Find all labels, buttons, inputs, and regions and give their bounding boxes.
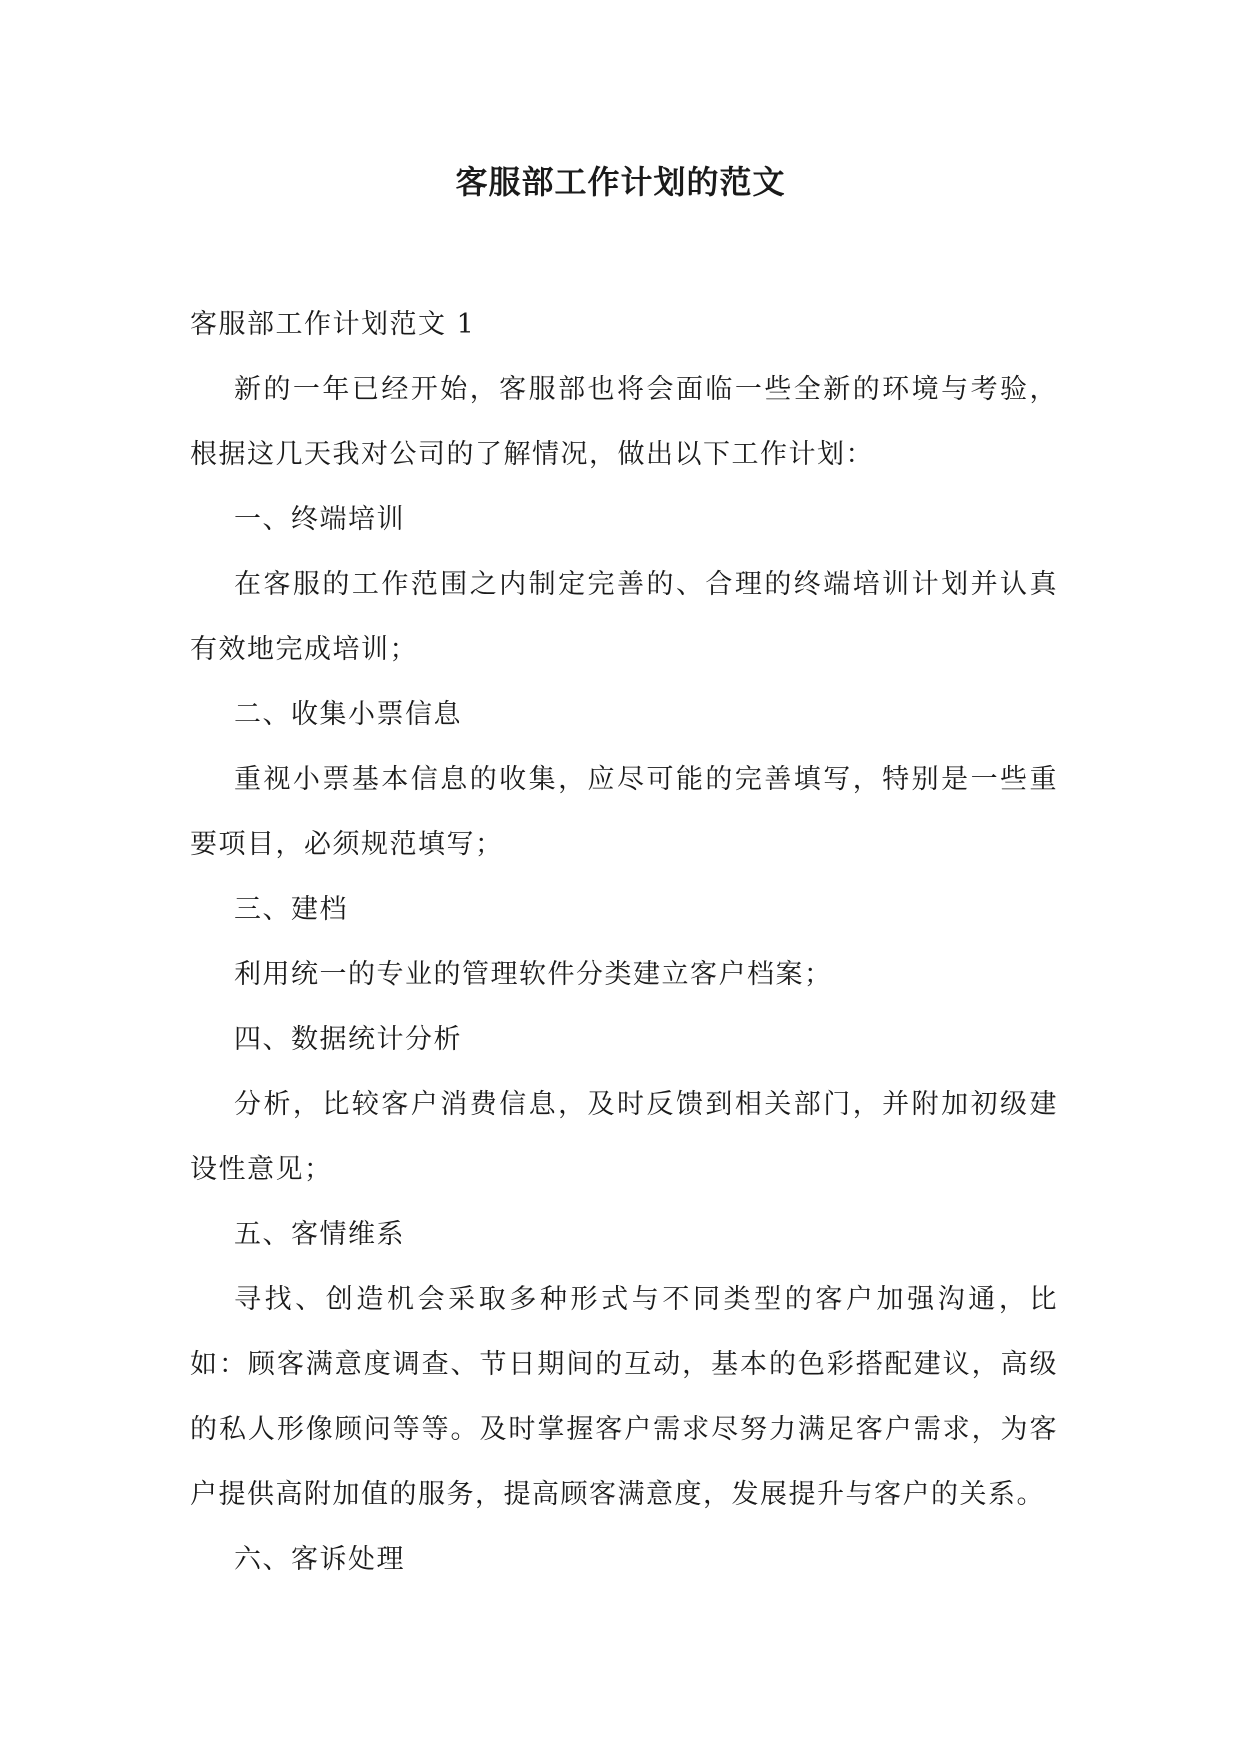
paragraph-receipt-info: 重视小票基本信息的收集，应尽可能的完善填写，特别是一些重要项目，必须规范填写； — [190, 764, 1058, 860]
heading-archiving: 三、建档 — [234, 894, 348, 925]
heading-receipt-info: 二、收集小票信息 — [234, 699, 462, 730]
paragraph-data-analysis: 分析，比较客户消费信息，及时反馈到相关部门，并附加初级建设性意见； — [190, 1089, 1058, 1185]
heading-terminal-training: 一、终端培训 — [234, 504, 405, 535]
paragraph-customer-relations: 寻找、创造机会采取多种形式与不同类型的客户加强沟通，比如：顾客满意度调查、节日期间的互动，基本的色彩搭配建议，高级的私人形像顾问等等。及时掌握客户需求尽努力满足客户需求，为客户提供高附加值的服务，提高顾客满意度，发展提升与客户的关系。 — [190, 1284, 1058, 1510]
document-title: 客服部工作计划的范文 — [455, 163, 786, 201]
heading-customer-relations: 五、客情维系 — [234, 1219, 405, 1250]
document-body — [190, 292, 1058, 1592]
heading-complaint-handling: 六、客诉处理 — [234, 1544, 405, 1575]
paragraph-terminal-training: 在客服的工作范围之内制定完善的、合理的终端培训计划并认真有效地完成培训； — [190, 569, 1058, 665]
heading-data-analysis: 四、数据统计分析 — [234, 1024, 462, 1055]
paragraph-archiving: 利用统一的专业的管理软件分类建立客户档案； — [234, 959, 833, 990]
paragraph-intro: 新的一年已经开始，客服部也将会面临一些全新的环境与考验，根据这几天我对公司的了解情况，做出以下工作计划： — [190, 374, 1058, 470]
section-subtitle: 客服部工作计划范文 1 — [190, 309, 476, 340]
